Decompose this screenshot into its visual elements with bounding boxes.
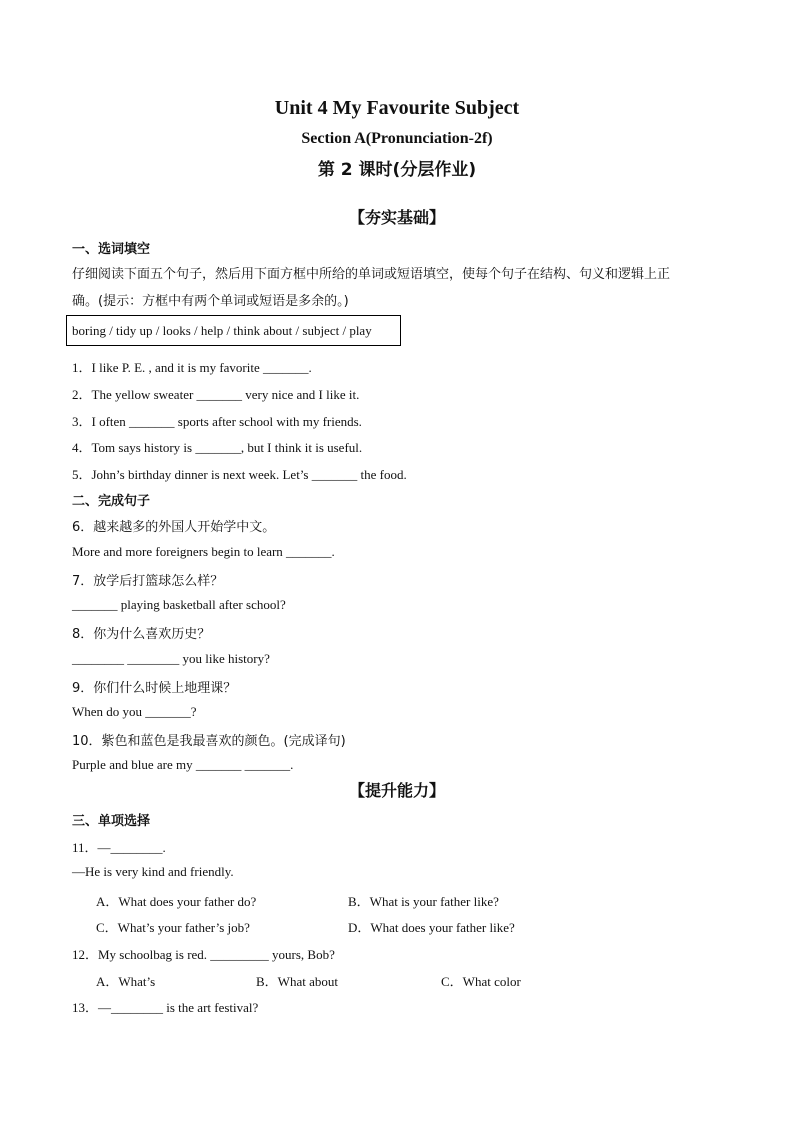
question-12-option-a: A．What’s — [96, 974, 156, 989]
question-6-en: More and more foreigners begin to learn _______. — [72, 544, 335, 559]
question-6-cn: 6．越来越多的外国人开始学中文。 — [72, 520, 276, 535]
word-box: boring / tidy up / looks / help / think about / subject / play — [66, 315, 401, 346]
question-2: 2．The yellow sweater _______ very nice and I like it. — [72, 387, 360, 402]
part1-heading: 一、选词填空 — [72, 242, 151, 257]
question-5: 5．John’s birthday dinner is next week. Let’s _______ the food. — [72, 467, 407, 482]
part1-instruction-line1: 仔细阅读下面五个句子，然后用下面方框中所给的单词或短语填空，使每个句子在结构、句义和逻辑上正 — [72, 267, 671, 282]
question-9-cn: 9．你们什么时候上地理课？ — [72, 681, 237, 696]
unit-title: Unit 4 My Favourite Subject — [274, 97, 520, 119]
question-12-option-b: B．What about — [256, 974, 338, 989]
question-13-stem: 13．—________ is the art festival? — [72, 1000, 259, 1015]
question-11-reply: —He is very kind and friendly. — [72, 864, 234, 879]
question-9-en: When do you _______? — [72, 704, 197, 719]
part1-instruction-line2: 确。(提示：方框中有两个单词或短语是多余的。) — [72, 294, 349, 309]
question-8-cn: 8．你为什么喜欢历史？ — [72, 627, 211, 642]
question-11-option-d: D．What does your father like? — [348, 920, 515, 935]
question-10-en: Purple and blue are my _______ _______. — [72, 757, 294, 772]
question-7-en: _______ playing basketball after school? — [72, 597, 286, 612]
question-11-option-b: B．What is your father like? — [348, 894, 499, 909]
section-improve-title: 【提升能力】 — [348, 781, 445, 800]
section-subtitle: Section A(Pronunciation-2f) — [301, 130, 493, 147]
question-11-option-a: A．What does your father do? — [96, 894, 257, 909]
question-1: 1．I like P. E. , and it is my favorite _______. — [72, 360, 312, 375]
question-12-stem: 12．My schoolbag is red. _________ yours, Bob? — [72, 947, 335, 962]
part2-heading: 二、完成句子 — [72, 494, 151, 509]
question-4: 4．Tom says history is _______, but I think it is useful. — [72, 440, 363, 455]
question-8-en: ________ ________ you like history? — [72, 651, 270, 666]
question-3: 3．I often _______ sports after school with my friends. — [72, 414, 362, 429]
section-basic-title: 【夯实基础】 — [348, 208, 445, 227]
lesson-title: 第 2 课时(分层作业) — [317, 160, 477, 180]
question-10-cn: 10．紫色和蓝色是我最喜欢的颜色。(完成译句) — [72, 734, 346, 749]
question-11-stem: 11．—________. — [72, 840, 166, 855]
question-12-option-c: C．What color — [441, 974, 521, 989]
part3-heading: 三、单项选择 — [72, 814, 151, 829]
question-11-option-c: C．What’s your father’s job? — [96, 920, 250, 935]
question-7-cn: 7．放学后打篮球怎么样？ — [72, 574, 224, 589]
